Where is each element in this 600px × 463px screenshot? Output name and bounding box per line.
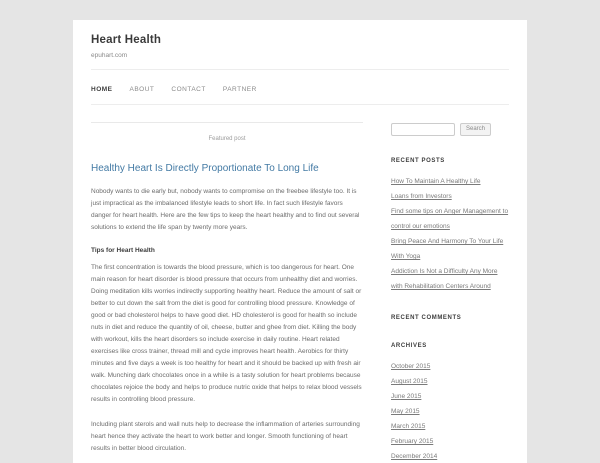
recent-post-link[interactable]: Addiction Is Not a Difficulty Any More with Rehabilitation Centers Around [391,268,498,290]
nav-item[interactable]: PARTNER [222,86,257,93]
site-header [91,34,509,59]
search-button[interactable]: Search [460,123,491,136]
recent-post-link[interactable]: Loans from Investors [391,193,452,200]
nav-item[interactable]: ABOUT [129,86,155,93]
archive-link[interactable]: June 2015 [391,393,422,400]
list-item [391,388,509,403]
content-area [91,122,509,463]
archive-link[interactable]: August 2015 [391,378,428,385]
archives-list [391,358,509,463]
nav-menu [91,70,509,104]
recent-posts-list [391,173,509,293]
main-nav [91,69,509,105]
recent-posts-widget [391,158,509,293]
archive-link[interactable]: May 2015 [391,408,420,415]
search-input[interactable] [391,123,455,136]
archives-widget [391,343,509,463]
list-item [391,373,509,388]
post-paragraph-body: The first concentration is towards the blood pressure, which is too dangerous for heart. One main reason for heart disorder is blood pressure that occurs from unhealthy diet and worries. Doing meditation kills worries indirectly supporting healthy heart. Reduce the amount of salt or better to cut down the salt from the diet is good for controlling blood pressure. Knowledge of good or bad cholesterol helps to have good diet. HD cholesterol is good for health so include nuts in diet and reduce the quantity of oil, cheese, butter and ghee from diet. Killing the body with workout, kills the heart disorders so include exercise in daily routine. Heart related exercises like cross trainer, thread mill and cycle improves heart health. Aerobics for thirty minutes and five days a week is too healthy for heart and it should be backed up with fresh air walk. Munching dark chocolates once in a while is a tasty solution for heart problems because chocolates rejoice the body and helps to produce nutric oxide that helps to relax blood vessels results in controlling blood pressure. [91,264,362,403]
archive-link[interactable]: March 2015 [391,423,426,430]
list-item [391,448,509,463]
nav-item[interactable]: CONTACT [171,86,206,93]
recent-posts-heading: RECENT POSTS [391,158,445,164]
sidebar [391,122,509,463]
post-paragraph-intro: Nobody wants to die early but, nobody wants to compromise on the freebee lifestyle too. It is just impractical as the imbalanced lifestyle leads to short life. In fact such lifestyle favors danger for heart health. Here are the few tips to keep the heart healthy and to find out several solutions to extend the life span by twenty more years. [91,188,360,231]
list-item [391,188,509,203]
recent-post-link[interactable]: How To Maintain A Healthy Life [391,178,481,185]
post-title [91,162,363,175]
list-item [391,263,509,293]
archive-link[interactable]: October 2015 [391,363,431,370]
archive-link[interactable]: December 2014 [391,453,438,460]
recent-post-link[interactable]: Bring Peace And Harmony To Your Life With Yoga [391,238,504,260]
recent-post-link[interactable]: Find some tips on Anger Management to control our emotions [391,208,509,230]
list-item [391,433,509,448]
nav-item[interactable]: HOME [91,86,113,93]
list-item [391,173,509,188]
site-card [73,20,527,463]
search-widget [391,123,509,136]
site-title[interactable]: Heart Health [91,34,162,46]
archives-heading: ARCHIVES [391,343,427,349]
post-subheading: Tips for Heart Health [91,247,155,254]
post-paragraph-body2: Including plant sterols and wall nuts help to decrease the inflammation of arteries surrounding heart hence they activate the heart to work better and longer. Smooth functioning of heart results in better blood circulation. [91,421,360,452]
list-item [391,203,509,233]
recent-comments-widget [391,315,509,321]
post-title-link[interactable]: Healthy Heart Is Directly Proportionate To Long Life [91,163,319,174]
list-item [391,418,509,433]
featured-post-marker [91,122,363,145]
list-item [391,358,509,373]
list-item [391,403,509,418]
main-column [91,122,363,455]
recent-comments-heading: RECENT COMMENTS [391,315,462,321]
featured-post-label: Featured post [208,136,246,142]
list-item [391,233,509,263]
site-tagline: epuhart.com [91,52,128,59]
archive-link[interactable]: February 2015 [391,438,434,445]
